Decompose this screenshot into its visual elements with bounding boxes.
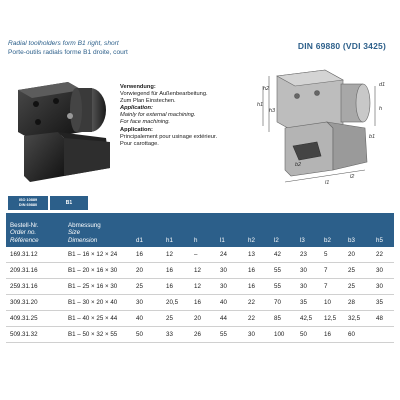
usage-en [120, 105, 260, 126]
table-cell: 12 [194, 267, 201, 274]
table-cell: B1 – 40 × 25 × 44 [68, 315, 118, 322]
table-cell: 409.31.25 [10, 315, 38, 322]
table-cell: 16 [166, 283, 173, 290]
usage-de [120, 84, 260, 105]
iso-din-badge [8, 196, 48, 210]
table-cell: 16 [248, 283, 255, 290]
table-row [6, 327, 394, 343]
table-cell: 42 [274, 251, 281, 258]
table-cell: 35 [300, 299, 307, 306]
table-cell: 20,5 [166, 299, 179, 306]
usage-line: For face machining. [120, 119, 170, 126]
table-cell: 100 [274, 331, 285, 338]
table-cell: 40 [136, 315, 143, 322]
table-cell: 30 [300, 267, 307, 274]
table-cell: 23 [300, 251, 307, 258]
table-cell: 40 [220, 299, 227, 306]
table-cell: 12 [194, 283, 201, 290]
table-cell: 12,5 [324, 315, 337, 322]
table-cell: B1 – 20 × 16 × 30 [68, 267, 118, 274]
usage-fr [120, 127, 260, 148]
table-cell: 16 [136, 251, 143, 258]
table-cell: B1 – 30 × 20 × 40 [68, 299, 118, 306]
table-cell: 25 [166, 315, 173, 322]
usage-line: Vorwiegend für Außenbearbeitung. [120, 91, 208, 98]
spec-table [6, 213, 394, 343]
header-l2: l2 [274, 237, 279, 244]
dim-label-l2: l2 [350, 174, 355, 180]
table-cell: 16 [248, 267, 255, 274]
din-label: DIN 69880 [18, 203, 38, 207]
header-h1: h1 [166, 237, 173, 244]
header-h: h [194, 237, 198, 244]
table-cell: 10 [324, 299, 331, 306]
dim-label-h: h [379, 106, 383, 112]
table-cell: 85 [274, 315, 281, 322]
table-cell: 16 [166, 267, 173, 274]
technical-drawing [255, 66, 395, 191]
table-cell: 25 [348, 267, 355, 274]
table-cell: 169.31.12 [10, 251, 38, 258]
table-cell: 35 [376, 299, 383, 306]
dim-label-h1: h1 [257, 102, 264, 108]
table-cell: 509.31.32 [10, 331, 38, 338]
table-cell: 7 [324, 283, 328, 290]
table-row [6, 247, 394, 263]
table-cell: 30 [248, 331, 255, 338]
table-cell: 30 [376, 283, 383, 290]
table-cell: 60 [348, 331, 355, 338]
table-cell: 20 [194, 315, 201, 322]
table-cell: 13 [248, 251, 255, 258]
table-cell: 30 [300, 283, 307, 290]
page-title-fr: Porte-outils radials forme B1 droite, court [8, 49, 128, 56]
usage-line: Zum Plan Einstechen. [120, 98, 176, 105]
dim-label-d1: d1 [379, 82, 386, 88]
header-h5: h5 [376, 237, 383, 244]
table-cell: 22 [248, 315, 255, 322]
usage-line: Pour carottage. [120, 140, 159, 147]
dim-label-b1: b1 [369, 134, 376, 140]
table-cell: 5 [324, 251, 328, 258]
table-cell: 30 [136, 299, 143, 306]
table-body [6, 247, 394, 343]
table-cell: – [194, 251, 198, 258]
header-l3: l3 [300, 237, 305, 244]
table-cell: 42,5 [300, 315, 313, 322]
usage-heading: Application: [120, 105, 153, 112]
header-l1: l1 [220, 237, 225, 244]
table-cell: 55 [220, 331, 227, 338]
header-h2: h2 [248, 237, 255, 244]
header-b3: b3 [348, 237, 355, 244]
table-cell: 12 [166, 251, 173, 258]
usage-line: Mainly for external machining. [120, 112, 196, 119]
table-cell: 209.31.16 [10, 267, 38, 274]
table-cell: 20 [136, 267, 143, 274]
table-row [6, 263, 394, 279]
table-cell: 50 [300, 331, 307, 338]
table-cell: 24 [220, 251, 227, 258]
table-cell: 22 [376, 251, 383, 258]
table-cell: B1 – 50 × 32 × 55 [68, 331, 118, 338]
usage-heading: Application: [120, 126, 153, 133]
table-cell: 16 [324, 331, 331, 338]
table-cell: 50 [136, 331, 143, 338]
table-cell: 44 [220, 315, 227, 322]
table-cell: 30 [220, 283, 227, 290]
dim-label-h2: h2 [263, 86, 270, 92]
table-cell: 48 [376, 315, 383, 322]
header-order-no: Bestell-Nr. Order no. Référence [10, 221, 39, 244]
table-cell: 309.31.20 [10, 299, 38, 306]
dim-label-h3: h3 [269, 108, 276, 114]
table-cell: 25 [136, 283, 143, 290]
table-cell: 7 [324, 267, 328, 274]
table-cell: 25 [348, 283, 355, 290]
form-badge: B1 [50, 196, 88, 210]
table-row [6, 279, 394, 295]
dim-label-l1: l1 [325, 180, 330, 186]
usage-heading: Verwendung: [120, 84, 156, 90]
table-cell: 30 [376, 267, 383, 274]
table-cell: 33 [166, 331, 173, 338]
table-row [6, 295, 394, 311]
usage-line: Principalement pour usinage extérieur. [120, 133, 218, 140]
table-cell: 20 [348, 251, 355, 258]
page-title-en: Radial toolholders form B1 right, short [8, 40, 119, 47]
table-cell: 30 [220, 267, 227, 274]
header-b2: b2 [324, 237, 331, 244]
header-d1: d1 [136, 237, 143, 244]
table-cell: 55 [274, 283, 281, 290]
product-photo [10, 72, 115, 187]
usage-notes [120, 84, 260, 148]
table-cell: B1 – 25 × 16 × 30 [68, 283, 118, 290]
table-cell: 28 [348, 299, 355, 306]
table-cell: 32,5 [348, 315, 361, 322]
standard-label: DIN 69880 (VDI 3425) [297, 41, 386, 51]
table-cell: 26 [194, 331, 201, 338]
table-cell: 22 [248, 299, 255, 306]
table-cell: 70 [274, 299, 281, 306]
table-cell: B1 – 16 × 12 × 24 [68, 251, 118, 258]
iso-label: ISO 10889 [18, 198, 38, 202]
dim-label-b2: b2 [295, 162, 302, 168]
header-size: Abmessung Size Dimension [68, 221, 101, 244]
table-header [6, 213, 394, 247]
table-row [6, 311, 394, 327]
table-cell: 16 [194, 299, 201, 306]
table-cell: 259.31.16 [10, 283, 38, 290]
table-cell: 55 [274, 267, 281, 274]
